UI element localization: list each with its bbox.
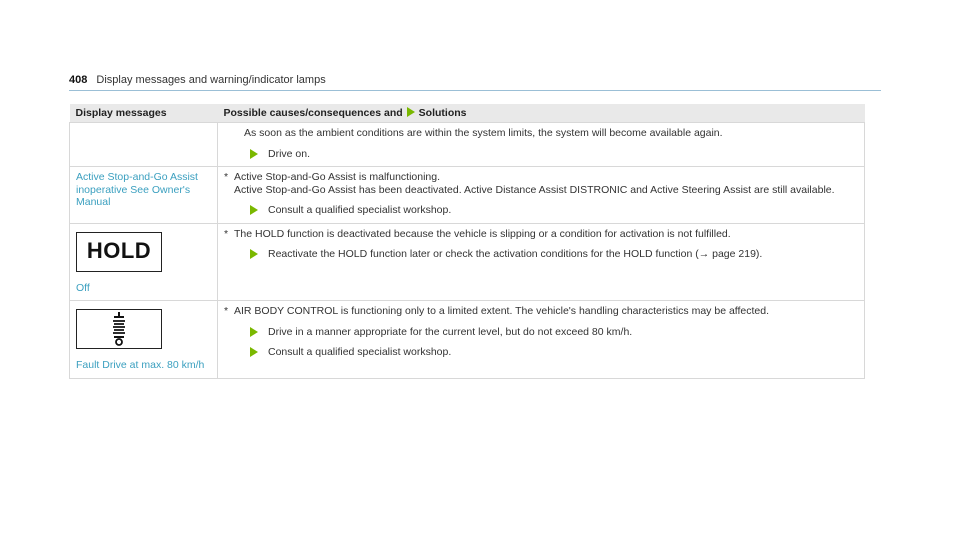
page-title: Display messages and warning/indicator lamps	[96, 74, 326, 86]
row3-step1	[224, 326, 858, 339]
table-row	[70, 301, 865, 379]
row0-step	[224, 148, 858, 161]
row2-message-cell	[70, 223, 218, 301]
row2-step-text: Reactivate the HOLD function later or check the activation conditions for the HOLD function (→ page 219).	[268, 248, 763, 260]
row1-solution-cell	[218, 167, 865, 224]
row3-solution-cell	[218, 301, 865, 379]
row1-message-cell	[70, 167, 218, 224]
row3-step2-text: Consult a qualified specialist workshop.	[268, 346, 452, 358]
row3-message-cell	[70, 301, 218, 379]
arrow-right-icon	[407, 107, 415, 117]
page-header	[69, 74, 881, 91]
row3-star: *	[224, 305, 229, 317]
table-row	[70, 223, 865, 301]
arrow-right-icon	[250, 327, 258, 337]
hold-icon	[76, 232, 162, 272]
row0-solution-cell	[218, 123, 865, 167]
hold-icon-label: HOLD	[86, 238, 152, 264]
row2-cause	[224, 228, 858, 241]
row2-star: *	[224, 227, 229, 240]
row3-step2	[224, 346, 858, 359]
header-solutions-label: Solutions	[418, 106, 467, 119]
air-suspension-icon-graphic	[109, 312, 129, 346]
arrow-right-icon	[250, 249, 258, 259]
arrow-right-icon	[250, 149, 258, 159]
row1-step	[224, 204, 858, 217]
header-display-messages: Display messages	[70, 104, 218, 123]
air-suspension-icon	[76, 309, 162, 349]
row1-detail-text: Active Stop-and-Go Assist has been deactivated. Active Distance Assist DISTRONIC and Active Steering Assist are still available.	[234, 183, 835, 196]
row3-cause-text: AIR BODY CONTROL is functioning only to a limited extent. The vehicle's handling characteristics may be affected.	[234, 305, 770, 317]
row1-cause	[224, 171, 858, 196]
row3-cause	[224, 305, 858, 318]
row2-step	[224, 248, 858, 261]
row2-cause-text: The HOLD function is deactivated because the vehicle is slipping or a condition for activation is not fulfilled.	[234, 227, 731, 240]
row3-step1-text: Drive in a manner appropriate for the current level, but do not exceed 80 km/h.	[268, 325, 633, 338]
table-header-row	[70, 104, 865, 123]
arrow-right-icon	[250, 347, 258, 357]
row0-text: As soon as the ambient conditions are within the system limits, the system will become available again.	[244, 127, 723, 139]
row0-step-text: Drive on.	[268, 147, 311, 160]
row1-star: *	[224, 171, 229, 183]
row1-message: Active Stop-and-Go Assist inoperative See Owner's Manual	[76, 171, 198, 208]
arrow-right-icon	[250, 205, 258, 215]
row0-message-cell	[70, 123, 218, 167]
header-causes-label: Possible causes/consequences and	[223, 106, 403, 119]
table-row	[70, 123, 865, 167]
row2-solution-cell	[218, 223, 865, 301]
display-messages-table	[69, 104, 865, 379]
page-number: 408	[69, 74, 88, 86]
row2-message: Off	[76, 281, 90, 294]
table-row	[70, 167, 865, 224]
row3-message: Fault Drive at max. 80 km/h	[76, 359, 205, 371]
row1-step-text: Consult a qualified specialist workshop.	[268, 204, 452, 216]
header-causes-solutions	[218, 104, 865, 123]
row1-cause-text: Active Stop-and-Go Assist is malfunctioning.	[234, 171, 441, 183]
